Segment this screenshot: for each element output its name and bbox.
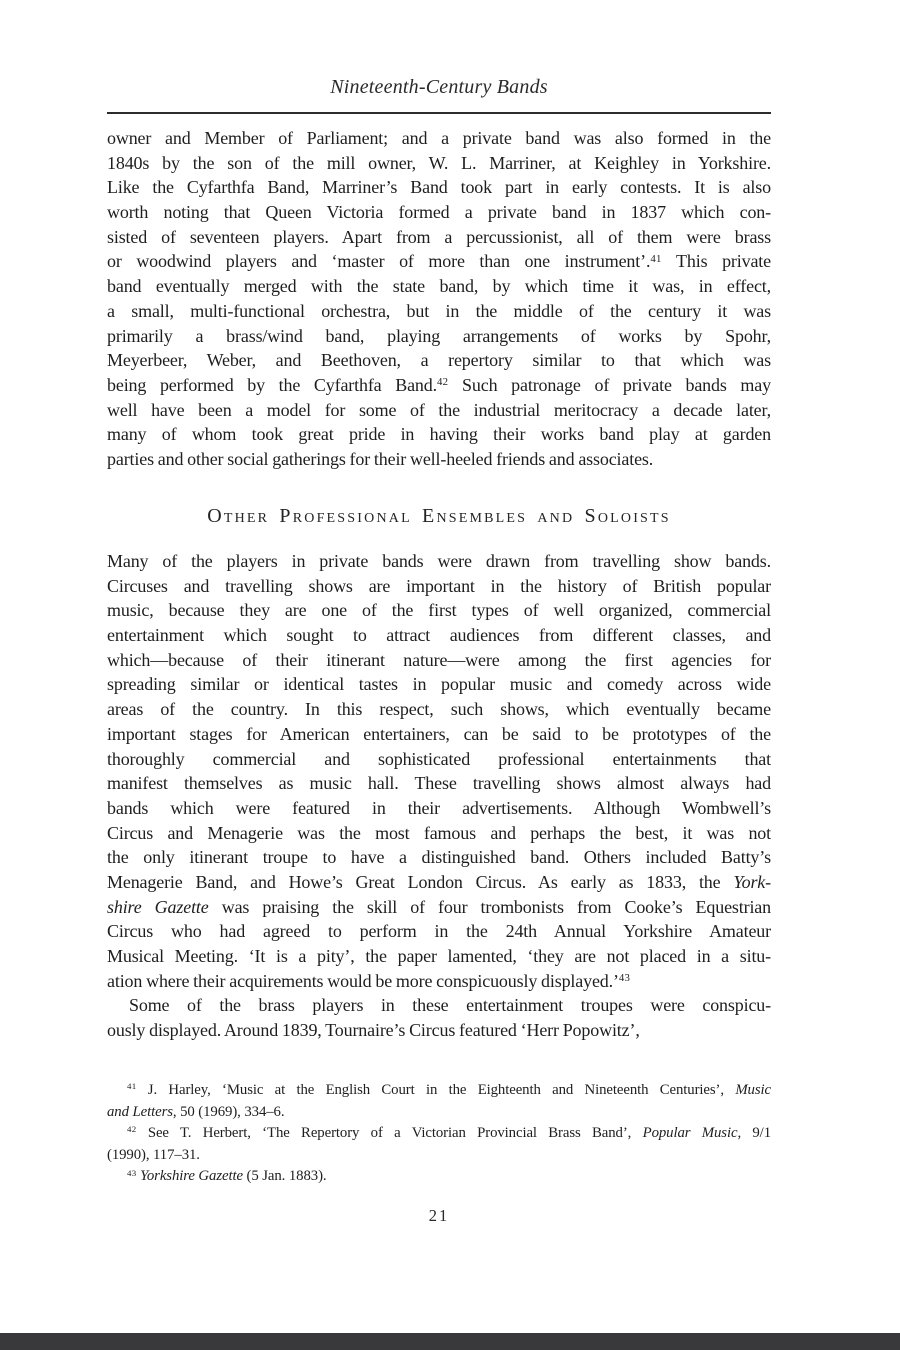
- text-line: Circuses and travelling shows are important in the history of British popular: [107, 575, 771, 596]
- text-line: important stages for American entertainers, can be said to be prototypes of the: [107, 723, 771, 744]
- text-line: which—because of their itinerant nature—were among the first agencies for: [107, 649, 771, 670]
- footnote-marker: 41: [127, 1081, 137, 1092]
- text-line: Circus who had agreed to perform in the 24th Annual Yorkshire Amateur: [107, 921, 771, 942]
- text-line: or woodwind players and ‘master of more than one instrument’.$^{41}$ This private: [107, 251, 771, 272]
- paragraph: [107, 126, 771, 472]
- scan-edge-bar: [0, 1333, 900, 1350]
- text-line: $^{43}$ Yorkshire Gazette (5 Jan. 1883).: [127, 1167, 327, 1185]
- page-number: 21: [428, 1206, 450, 1225]
- text-line: the only itinerant troupe to have a distinguished band. Others included Batty’s: [107, 847, 771, 868]
- text-line: $^{42}$ See T. Herbert, ‘The Repertory of a Victorian Provincial Brass Band’, Popular Music, 9/1: [127, 1124, 771, 1142]
- text-line: manifest themselves as music hall. These travelling shows almost always had: [107, 773, 771, 794]
- text-line: Some of the brass players in these entertainment troupes were conspicu-: [129, 995, 771, 1016]
- running-header: Nineteenth-Century Bands: [330, 76, 548, 98]
- text-line: Like the Cyfarthfa Band, Marriner’s Band took part in early contests. It is also: [107, 177, 771, 198]
- text-line: band eventually merged with the state band, by which time it was, in effect,: [107, 276, 771, 297]
- text-line: worth noting that Queen Victoria formed a private band in 1837 which con-: [107, 202, 771, 223]
- body-text-block-2: [107, 549, 771, 1043]
- text-line: Circus and Menagerie was the most famous and perhaps the best, it was not: [107, 822, 771, 843]
- text-line: bands which were featured in their advertisements. Although Wombwell’s: [107, 797, 771, 818]
- italic-text: Yorkshire Gazette: [140, 1168, 243, 1185]
- paragraph: [107, 1080, 771, 1123]
- text-line: shire Gazette was praising the skill of four trombonists from Cooke’s Equestrian: [107, 896, 771, 917]
- footnote-marker: 43: [618, 971, 631, 984]
- paragraph: [107, 1123, 771, 1166]
- text-line: a small, multi-functional orchestra, but in the middle of the century it was: [107, 300, 771, 321]
- text-line: (1990), 117–31.: [107, 1146, 200, 1163]
- text-line: entertainment which sought to attract audiences from different classes, and: [107, 625, 771, 646]
- text-line: 1840s by the son of the mill owner, W. L. Marriner, at Keighley in Yorkshire.: [107, 152, 771, 173]
- text-line: Menagerie Band, and Howe’s Great London Circus. As early as 1833, the York-: [107, 871, 771, 892]
- footnote-marker: 42: [436, 375, 449, 388]
- text-line: well have been a model for some of the industrial meritocracy a decade later,: [107, 399, 771, 420]
- paragraph: [107, 1166, 771, 1188]
- text-line: primarily a brass/wind band, playing arrangements of works by Spohr,: [107, 325, 771, 346]
- text-line: Musical Meeting. ‘It is a pity’, the paper lamented, ‘they are not placed in a situ-: [107, 946, 771, 966]
- text-line: parties and other social gatherings for their well-heeled friends and associates.: [107, 448, 654, 469]
- text-line: sisted of seventeen players. Apart from a percussionist, all of them were brass: [107, 226, 771, 247]
- italic-text: Music: [735, 1082, 771, 1098]
- italic-text: York-: [733, 871, 771, 892]
- header-rule: [107, 112, 771, 114]
- footnote-section: [107, 1080, 771, 1188]
- text-line: being performed by the Cyfarthfa Band.$^{42}$ Such patronage of private bands may: [107, 374, 771, 395]
- footnote-marker: 42: [127, 1124, 137, 1135]
- text-line: many of whom took great pride in having their works band play at garden: [107, 424, 771, 445]
- text-line: ation where their acquirements would be more conspicuously displayed.’$^{43}$: [107, 970, 631, 991]
- text-line: Many of the players in private bands were drawn from travelling show bands.: [107, 551, 771, 571]
- text-line: spreading similar or identical tastes in popular music and comedy across wide: [107, 674, 771, 695]
- text-line: Meyerbeer, Weber, and Beethoven, a repertory similar to that which was: [107, 350, 771, 371]
- text-line: ously displayed. Around 1839, Tournaire’s Circus featured ‘Herr Popowitz’,: [107, 1020, 640, 1041]
- paragraph: [107, 993, 771, 1042]
- text-line: $^{41}$ J. Harley, ‘Music at the English Court in the Eighteenth and Nineteenth Centuries’, Music: [127, 1081, 771, 1098]
- section-heading: Other Professional Ensembles and Soloists: [207, 505, 671, 527]
- paragraph: [107, 549, 771, 993]
- italic-text: Popular Music: [642, 1125, 738, 1142]
- text-line: thoroughly commercial and sophisticated professional entertainments that: [107, 748, 771, 769]
- footnote-marker: 41: [650, 252, 662, 265]
- footnote-marker: 43: [127, 1167, 137, 1178]
- text-line: music, because they are one of the first types of well organized, commercial: [107, 600, 771, 621]
- italic-text: and Letters: [107, 1103, 173, 1120]
- text-line: areas of the country. In this respect, such shows, which eventually became: [107, 699, 771, 720]
- text-line: owner and Member of Parliament; and a private band was also formed in the: [107, 128, 771, 148]
- text-line: and Letters, 50 (1969), 334–6.: [107, 1103, 285, 1120]
- body-text-block-1: [107, 126, 771, 472]
- italic-text: shire Gazette: [107, 896, 209, 917]
